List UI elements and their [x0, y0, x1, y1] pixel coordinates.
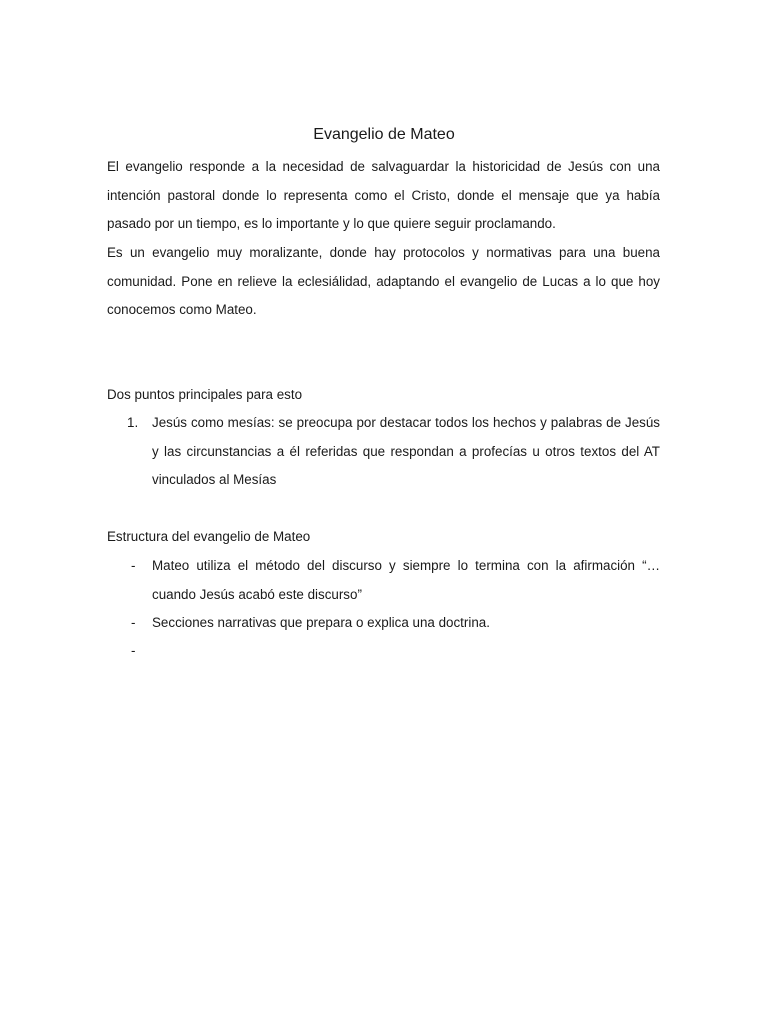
bullet-dash: -	[131, 615, 136, 630]
list-item-text: Secciones narrativas que prepara o explica una doctrina.	[152, 615, 490, 630]
section-heading-main-points: Dos puntos principales para esto	[107, 387, 303, 402]
second-paragraph: Es un evangelio muy moralizante, donde hay protocolos y normativas para una buena comunidad. Pone en relieve la eclesiálidad, adaptando el evangelio de Lucas a lo que hoy conocemos como Mateo.	[107, 245, 660, 317]
bullet-dash: -	[131, 643, 136, 658]
list-item-text: Jesús como mesías: se preocupa por destacar todos los hechos y palabras de Jesús y las circunstancias a él referidas que respondan a profecías u otros textos del AT vinculados al Mesías	[152, 415, 660, 487]
bullet-dash: -	[131, 558, 136, 573]
intro-paragraph: El evangelio responde a la necesidad de salvaguardar la historicidad de Jesús con una intención pastoral donde lo representa como el Cristo, donde el mensaje que ya había pasado por un tiempo, es lo importante y lo que quiere seguir proclamando.	[107, 159, 660, 231]
list-item-text: Mateo utiliza el método del discurso y siempre lo termina con la afirmación “… cuando Jesús acabó este discurso”	[152, 558, 660, 602]
section-heading-structure: Estructura del evangelio de Mateo	[107, 529, 311, 544]
document-title: Evangelio de Mateo	[313, 126, 455, 143]
list-number: 1.	[127, 415, 139, 430]
